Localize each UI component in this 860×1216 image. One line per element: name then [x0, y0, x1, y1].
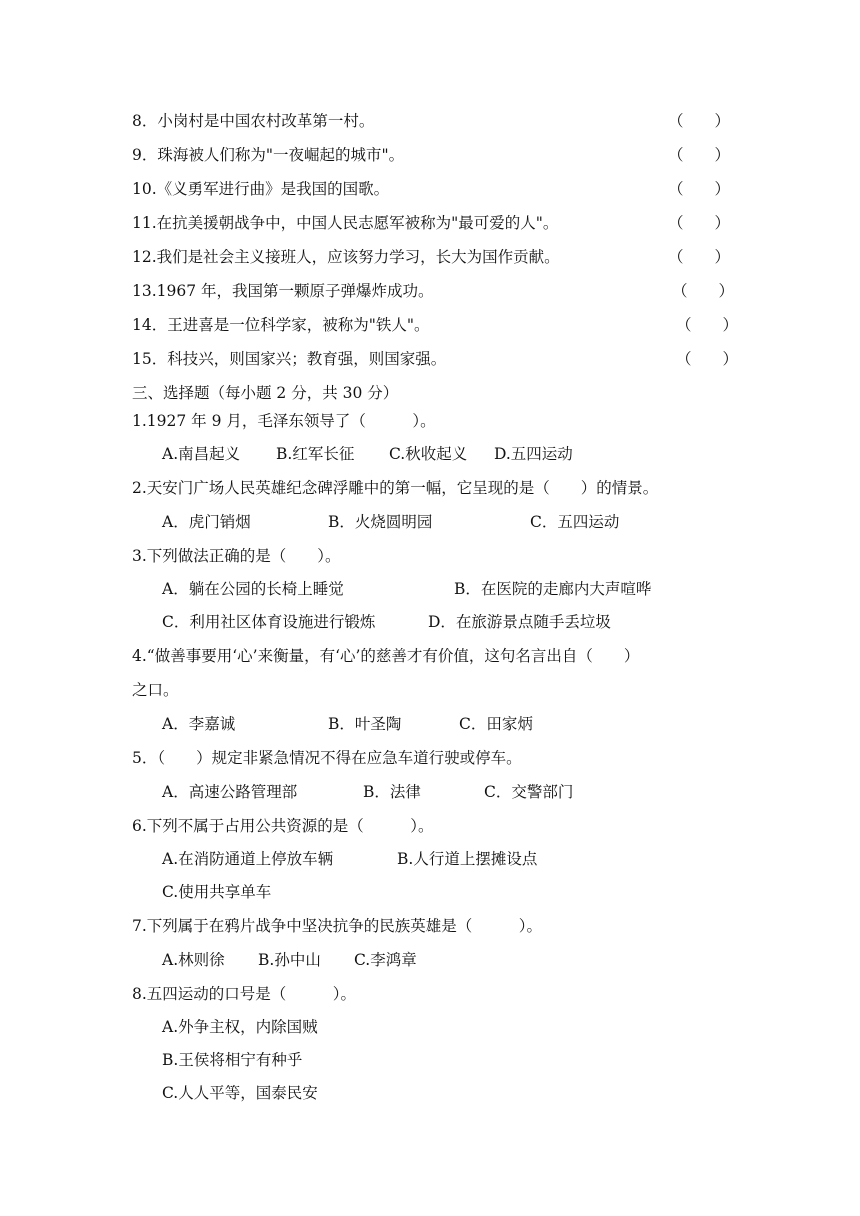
- q8-option-c[interactable]: C.人人平等，国泰民安: [162, 1084, 318, 1102]
- question-4-stem-cont: 之口。: [132, 681, 179, 699]
- q1-option-d[interactable]: D.五四运动: [494, 445, 573, 463]
- question-5-stem: 5．（ ）规定非紧急情况不得在应急车道行驶或停车。: [132, 749, 522, 767]
- answer-paren-10[interactable]: （ ）: [668, 180, 731, 198]
- judgment-item-10: 10.《义勇军进行曲》是我国的国歌。: [132, 180, 390, 198]
- answer-paren-11[interactable]: （ ）: [668, 214, 731, 232]
- question-3-stem: 3.下列做法正确的是（ ）。: [132, 547, 341, 565]
- section-title: 三、选择题（每小题 2 分，共 30 分）: [132, 384, 399, 402]
- question-6-stem: 6.下列不属于占用公共资源的是（ ）。: [132, 817, 434, 835]
- q4-option-c[interactable]: C．田家炳: [459, 715, 533, 733]
- q6-option-a[interactable]: A.在消防通道上停放车辆: [162, 850, 334, 868]
- q1-option-a[interactable]: A.南昌起义: [162, 445, 241, 463]
- question-2-stem: 2.天安门广场人民英雄纪念碑浮雕中的第一幅，它呈现的是（ ）的情景。: [132, 479, 659, 497]
- question-4-stem: 4.“做善事要用‘心’来衡量，有‘心’的慈善才有价值，这句名言出自（ ）: [132, 647, 640, 665]
- q7-option-c[interactable]: C.李鸿章: [354, 951, 417, 969]
- q7-option-b[interactable]: B.孙中山: [258, 951, 321, 969]
- judgment-item-12: 12.我们是社会主义接班人，应该努力学习，长大为国作贡献。: [132, 248, 560, 266]
- q6-option-c[interactable]: C.使用共享单车: [162, 883, 272, 901]
- q3-option-a[interactable]: A．躺在公园的长椅上睡觉: [162, 580, 344, 598]
- answer-paren-14[interactable]: （ ）: [676, 316, 739, 334]
- q2-option-a[interactable]: A．虎门销烟: [162, 513, 251, 531]
- q8-option-b[interactable]: B.王侯将相宁有种乎: [162, 1051, 303, 1069]
- question-1-stem: 1.1927 年 9 月，毛泽东领导了（ ）。: [132, 412, 436, 430]
- q4-option-a[interactable]: A．李嘉诚: [162, 715, 236, 733]
- q2-option-b[interactable]: B．火烧圆明园: [328, 513, 433, 531]
- q6-option-b[interactable]: B.人行道上摆摊设点: [397, 850, 538, 868]
- q4-option-b[interactable]: B．叶圣陶: [328, 715, 402, 733]
- q7-option-a[interactable]: A.林则徐: [162, 951, 225, 969]
- judgment-item-11: 11.在抗美援朝战争中，中国人民志愿军被称为"最可爱的人"。: [132, 214, 559, 232]
- q3-option-b[interactable]: B．在医院的走廊内大声喧哗: [454, 580, 652, 598]
- q5-option-b[interactable]: B．法律: [363, 783, 421, 801]
- question-8-stem: 8.五四运动的口号是（ ）。: [132, 985, 357, 1003]
- judgment-item-8: 8．小岗村是中国农村改革第一村。: [132, 112, 375, 130]
- question-7-stem: 7.下列属于在鸦片战争中坚决抗争的民族英雄是（ ）。: [132, 917, 543, 935]
- answer-paren-15[interactable]: （ ）: [676, 350, 739, 368]
- judgment-item-9: 9．珠海被人们称为"一夜崛起的城市"。: [132, 146, 405, 164]
- answer-paren-8[interactable]: （ ）: [668, 112, 731, 130]
- q2-option-c[interactable]: C．五四运动: [530, 513, 620, 531]
- answer-paren-12[interactable]: （ ）: [668, 248, 731, 266]
- judgment-item-15: 15．科技兴，则国家兴；教育强，则国家强。: [132, 350, 447, 368]
- answer-paren-9[interactable]: （ ）: [668, 146, 731, 164]
- q5-option-a[interactable]: A．高速公路管理部: [162, 783, 298, 801]
- q1-option-b[interactable]: B.红军长征: [276, 445, 355, 463]
- judgment-item-13: 13.1967 年，我国第一颗原子弹爆炸成功。: [132, 282, 434, 300]
- judgment-item-14: 14．王进喜是一位科学家，被称为"铁人"。: [132, 316, 430, 334]
- q3-option-d[interactable]: D．在旅游景点随手丢垃圾: [428, 613, 611, 631]
- answer-paren-13[interactable]: （ ）: [672, 282, 735, 300]
- q5-option-c[interactable]: C．交警部门: [484, 783, 574, 801]
- q8-option-a[interactable]: A.外争主权，内除国贼: [162, 1018, 318, 1036]
- q1-option-c[interactable]: C.秋收起义: [389, 445, 468, 463]
- q3-option-c[interactable]: C．利用社区体育设施进行锻炼: [162, 613, 376, 631]
